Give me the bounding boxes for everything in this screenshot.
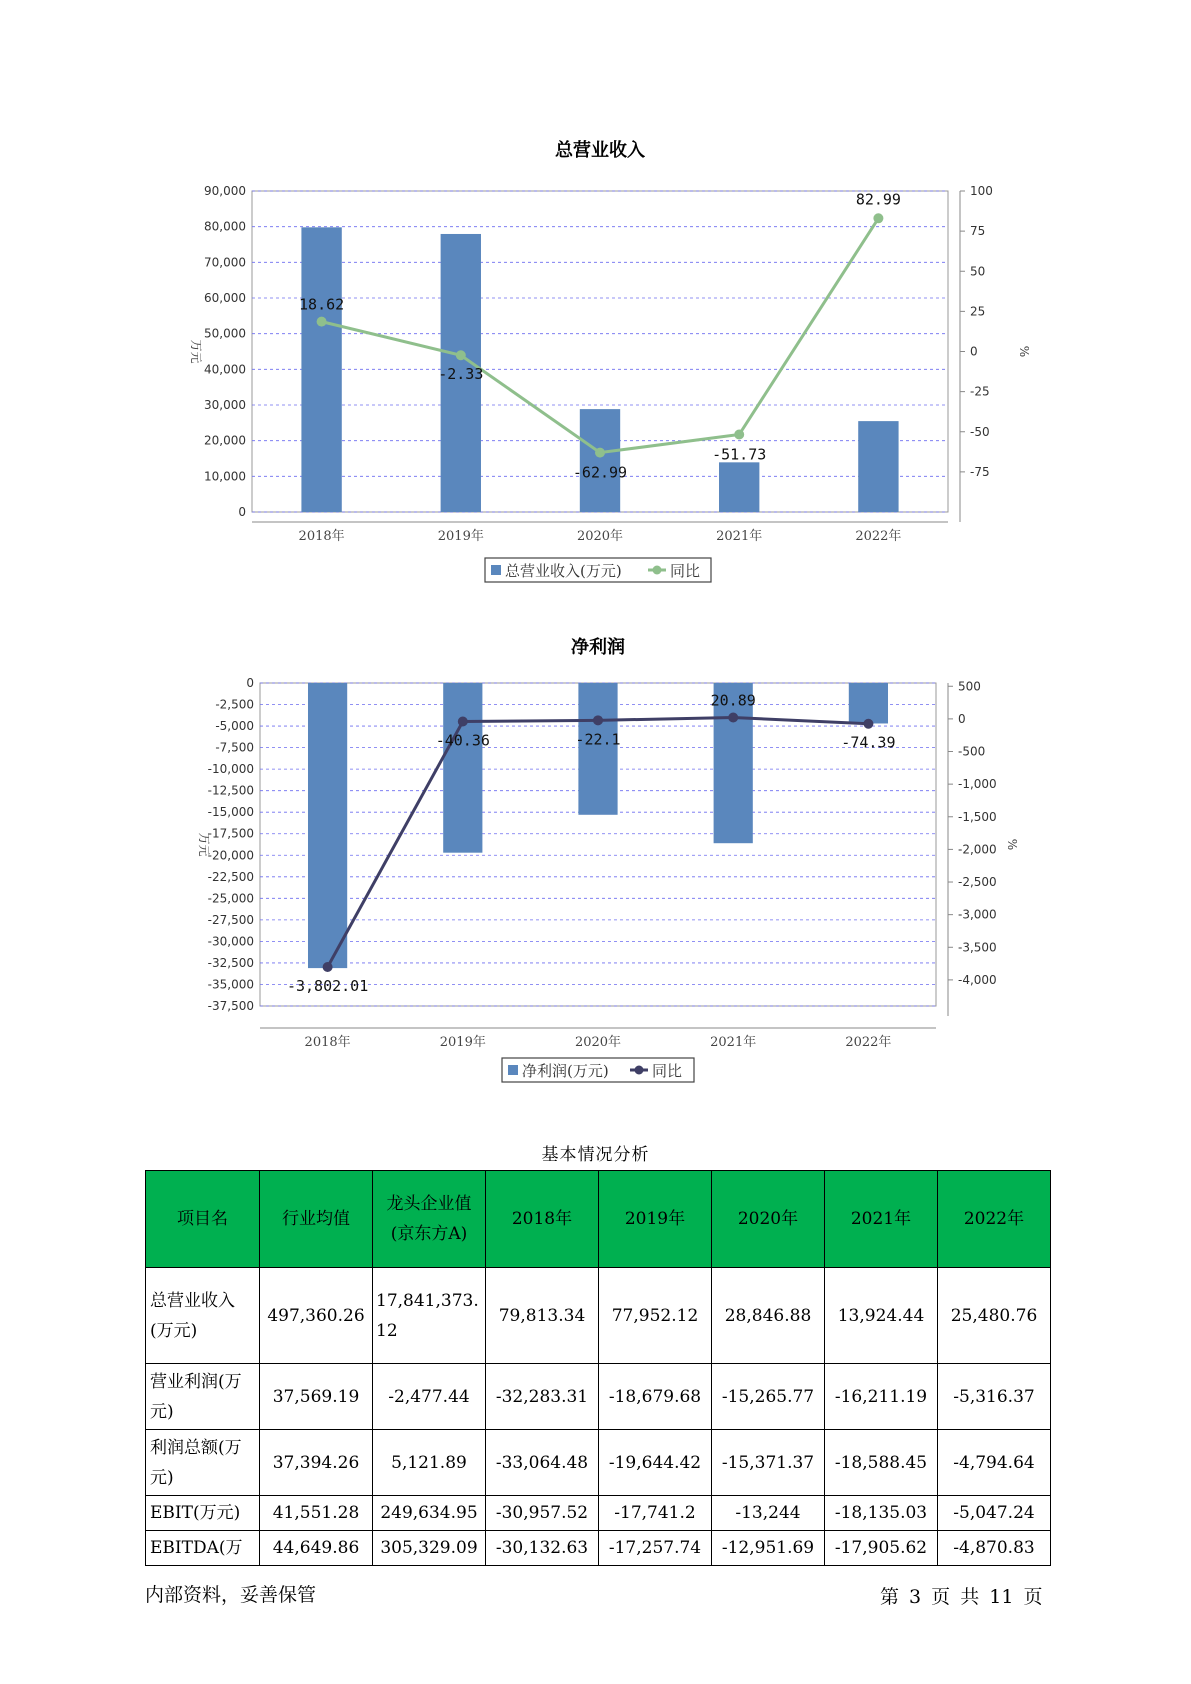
- legend-line-marker: [635, 1066, 644, 1075]
- y-axis-unit: 万元: [197, 832, 211, 857]
- header-cell: 2018年: [486, 1171, 599, 1268]
- table-cell: -17,741.2: [599, 1496, 712, 1531]
- revenue-chart: [0, 130, 1191, 600]
- header-cell: 2022年: [938, 1171, 1051, 1268]
- y2-tick-label: 500: [958, 679, 981, 694]
- table-cell: 41,551.28: [260, 1496, 373, 1531]
- y-tick-label: -17,500: [207, 826, 254, 841]
- table-cell: -19,644.42: [599, 1430, 712, 1496]
- legend-bar-swatch: [508, 1065, 518, 1075]
- x-tick-label: 2018年: [304, 1035, 351, 1050]
- row-name: EBIT(万元): [146, 1496, 260, 1531]
- y-tick-label: 50,000: [204, 326, 246, 341]
- x-tick-label: 2019年: [437, 529, 484, 544]
- table-header-row: [146, 1171, 1051, 1268]
- y-tick-label: 10,000: [204, 469, 246, 484]
- data-label: 20.89: [710, 691, 756, 710]
- table-cell: 305,329.09: [373, 1531, 486, 1566]
- x-tick-label: 2022年: [845, 1035, 892, 1050]
- bar: [308, 683, 347, 968]
- data-label: -40.36: [435, 731, 490, 750]
- table-cell: -18,588.45: [825, 1430, 938, 1496]
- y-tick-label: -20,000: [207, 848, 254, 863]
- y2-tick-label: -2,000: [958, 842, 997, 857]
- x-tick-label: 2021年: [716, 529, 763, 544]
- data-label: 82.99: [855, 190, 901, 209]
- y2-tick-label: 25: [970, 304, 986, 319]
- y2-tick-label: -500: [958, 744, 986, 759]
- table-cell: 497,360.26: [260, 1268, 373, 1364]
- header-cell: 龙头企业值(京东方A): [373, 1171, 486, 1268]
- table-cell: -5,316.37: [938, 1364, 1051, 1430]
- chart-title: 净利润: [571, 637, 625, 658]
- bar: [580, 409, 620, 512]
- table-cell: -30,132.63: [486, 1531, 599, 1566]
- bar: [443, 683, 482, 853]
- table-cell: -2,477.44: [373, 1364, 486, 1430]
- table-cell: -18,679.68: [599, 1364, 712, 1430]
- yoy-point: [728, 713, 738, 723]
- table-row: [146, 1531, 1051, 1566]
- y2-tick-label: -3,500: [958, 940, 997, 955]
- y-tick-label: -22,500: [207, 869, 254, 884]
- y2-tick-label: -25: [970, 384, 990, 399]
- table-cell: -17,257.74: [599, 1531, 712, 1566]
- y-tick-label: 60,000: [204, 291, 246, 305]
- row-name: EBITDA(万: [146, 1531, 260, 1566]
- yoy-point: [734, 430, 744, 440]
- data-label: -3,802.01: [286, 976, 369, 995]
- table-cell: -4,870.83: [938, 1531, 1051, 1566]
- yoy-point: [593, 715, 603, 725]
- y-tick-label: -7,500: [215, 740, 254, 755]
- table-cell: 25,480.76: [938, 1268, 1051, 1364]
- header-cell: 2021年: [825, 1171, 938, 1268]
- table-row: [146, 1364, 1051, 1430]
- table-cell: -18,135.03: [825, 1496, 938, 1531]
- x-tick-label: 2019年: [439, 1035, 486, 1050]
- y-tick-label: 40,000: [204, 362, 246, 377]
- y2-tick-label: -1,500: [958, 809, 997, 824]
- bar: [301, 227, 341, 512]
- x-tick-label: 2018年: [298, 529, 345, 544]
- y2-tick-label: 50: [970, 264, 986, 279]
- chart-title: 总营业收入: [555, 140, 645, 161]
- y-tick-label: 0: [246, 676, 254, 690]
- table-cell: 77,952.12: [599, 1268, 712, 1364]
- y-tick-label: 30,000: [204, 398, 246, 412]
- table-cell: -15,371.37: [712, 1430, 825, 1496]
- y2-tick-label: -2,500: [958, 875, 997, 890]
- table-row: [146, 1496, 1051, 1531]
- x-tick-label: 2021年: [710, 1035, 757, 1050]
- y-tick-label: -27,500: [207, 912, 254, 927]
- data-label: 18.62: [299, 295, 345, 314]
- y2-tick-label: -4,000: [958, 972, 997, 987]
- table-cell: 17,841,373.12: [373, 1268, 486, 1364]
- table-cell: -16,211.19: [825, 1364, 938, 1430]
- data-label: -51.73: [712, 445, 767, 464]
- table-cell: 13,924.44: [825, 1268, 938, 1364]
- y2-tick-label: -1,000: [958, 777, 997, 792]
- y-tick-label: -12,500: [207, 783, 254, 798]
- y2-axis-unit: %: [1017, 345, 1031, 358]
- row-name: 营业利润(万元): [146, 1364, 260, 1430]
- table-cell: 249,634.95: [373, 1496, 486, 1531]
- table-cell: 79,813.34: [486, 1268, 599, 1364]
- row-name: 利润总额(万元): [146, 1430, 260, 1496]
- table-cell: 5,121.89: [373, 1430, 486, 1496]
- legend-label: 净利润(万元): [522, 1062, 609, 1080]
- y-tick-label: -15,000: [207, 805, 254, 820]
- yoy-point: [456, 350, 466, 360]
- x-tick-label: 2020年: [576, 529, 624, 544]
- table-cell: -33,064.48: [486, 1430, 599, 1496]
- y-tick-label: -25,000: [207, 891, 254, 906]
- legend-label: 总营业收入(万元): [505, 562, 622, 580]
- y-tick-label: 70,000: [204, 255, 246, 270]
- header-cell: 行业均值: [260, 1171, 373, 1268]
- y-tick-label: 0: [238, 505, 246, 519]
- header-cell: 项目名: [146, 1171, 260, 1268]
- yoy-point: [873, 213, 883, 223]
- y-tick-label: -37,500: [207, 999, 254, 1013]
- y2-tick-label: 75: [970, 224, 986, 239]
- y-tick-label: 90,000: [204, 184, 246, 198]
- table-cell: -5,047.24: [938, 1496, 1051, 1531]
- legend-label: 同比: [670, 562, 701, 580]
- table-cell: -32,283.31: [486, 1364, 599, 1430]
- table-cell: 44,649.86: [260, 1531, 373, 1566]
- y-tick-label: -5,000: [215, 719, 254, 734]
- table-cell: 37,569.19: [260, 1364, 373, 1430]
- net-profit-chart: [0, 628, 1191, 1098]
- table-cell: -4,794.64: [938, 1430, 1051, 1496]
- row-name: 总营业收入(万元): [146, 1268, 260, 1364]
- y2-tick-label: 100: [970, 184, 993, 198]
- y-tick-label: 20,000: [204, 433, 246, 448]
- table-cell: -13,244: [712, 1496, 825, 1531]
- bar: [849, 683, 888, 723]
- table-row: [146, 1430, 1051, 1496]
- y-tick-label: 80,000: [204, 219, 246, 234]
- data-label: -22.1: [575, 730, 621, 749]
- revenue-chart-svg: [0, 130, 1191, 600]
- bar: [858, 421, 898, 512]
- table-row: [146, 1268, 1051, 1364]
- y-tick-label: -10,000: [207, 762, 254, 777]
- y-tick-label: -32,500: [207, 955, 254, 970]
- y2-tick-label: -75: [970, 464, 990, 479]
- table-cell: 37,394.26: [260, 1430, 373, 1496]
- table-cell: -17,905.62: [825, 1531, 938, 1566]
- confidential-notice: 内部资料，妥善保管: [145, 1584, 317, 1606]
- y2-tick-label: -50: [970, 424, 990, 439]
- yoy-point: [458, 717, 468, 727]
- yoy-point: [863, 719, 873, 729]
- bar: [719, 462, 759, 512]
- data-label: -2.33: [438, 365, 484, 384]
- table-cell: -15,265.77: [712, 1364, 825, 1430]
- yoy-point: [323, 962, 333, 972]
- table-cell: 28,846.88: [712, 1268, 825, 1364]
- y-tick-label: -30,000: [207, 934, 254, 949]
- yoy-point: [595, 448, 605, 458]
- table-cell: -12,951.69: [712, 1531, 825, 1566]
- header-cell: 2019年: [599, 1171, 712, 1268]
- x-tick-label: 2022年: [855, 529, 902, 544]
- basic-analysis-table: [145, 1170, 1051, 1566]
- y-tick-label: -2,500: [215, 697, 254, 712]
- legend-line-marker: [653, 566, 662, 575]
- page-number: 第 3 页 共 11 页: [880, 1586, 1043, 1608]
- data-label: -62.99: [572, 463, 628, 482]
- y-tick-label: -35,000: [207, 977, 254, 992]
- table-caption: 基本情况分析: [541, 1145, 650, 1165]
- header-cell: 2020年: [712, 1171, 825, 1268]
- y2-tick-label: -3,000: [958, 907, 997, 922]
- x-tick-label: 2020年: [574, 1035, 622, 1050]
- bar: [578, 683, 617, 815]
- data-label: -74.39: [841, 733, 896, 752]
- net-profit-chart-svg: [0, 628, 1191, 1098]
- y2-axis-unit: %: [1005, 838, 1019, 851]
- y2-tick-label: 0: [958, 711, 966, 726]
- y-axis-unit: 万元: [189, 339, 203, 364]
- legend-bar-swatch: [491, 565, 501, 575]
- table-cell: -30,957.52: [486, 1496, 599, 1531]
- yoy-point: [317, 317, 327, 327]
- legend-label: 同比: [652, 1062, 683, 1080]
- y2-tick-label: 0: [970, 344, 978, 359]
